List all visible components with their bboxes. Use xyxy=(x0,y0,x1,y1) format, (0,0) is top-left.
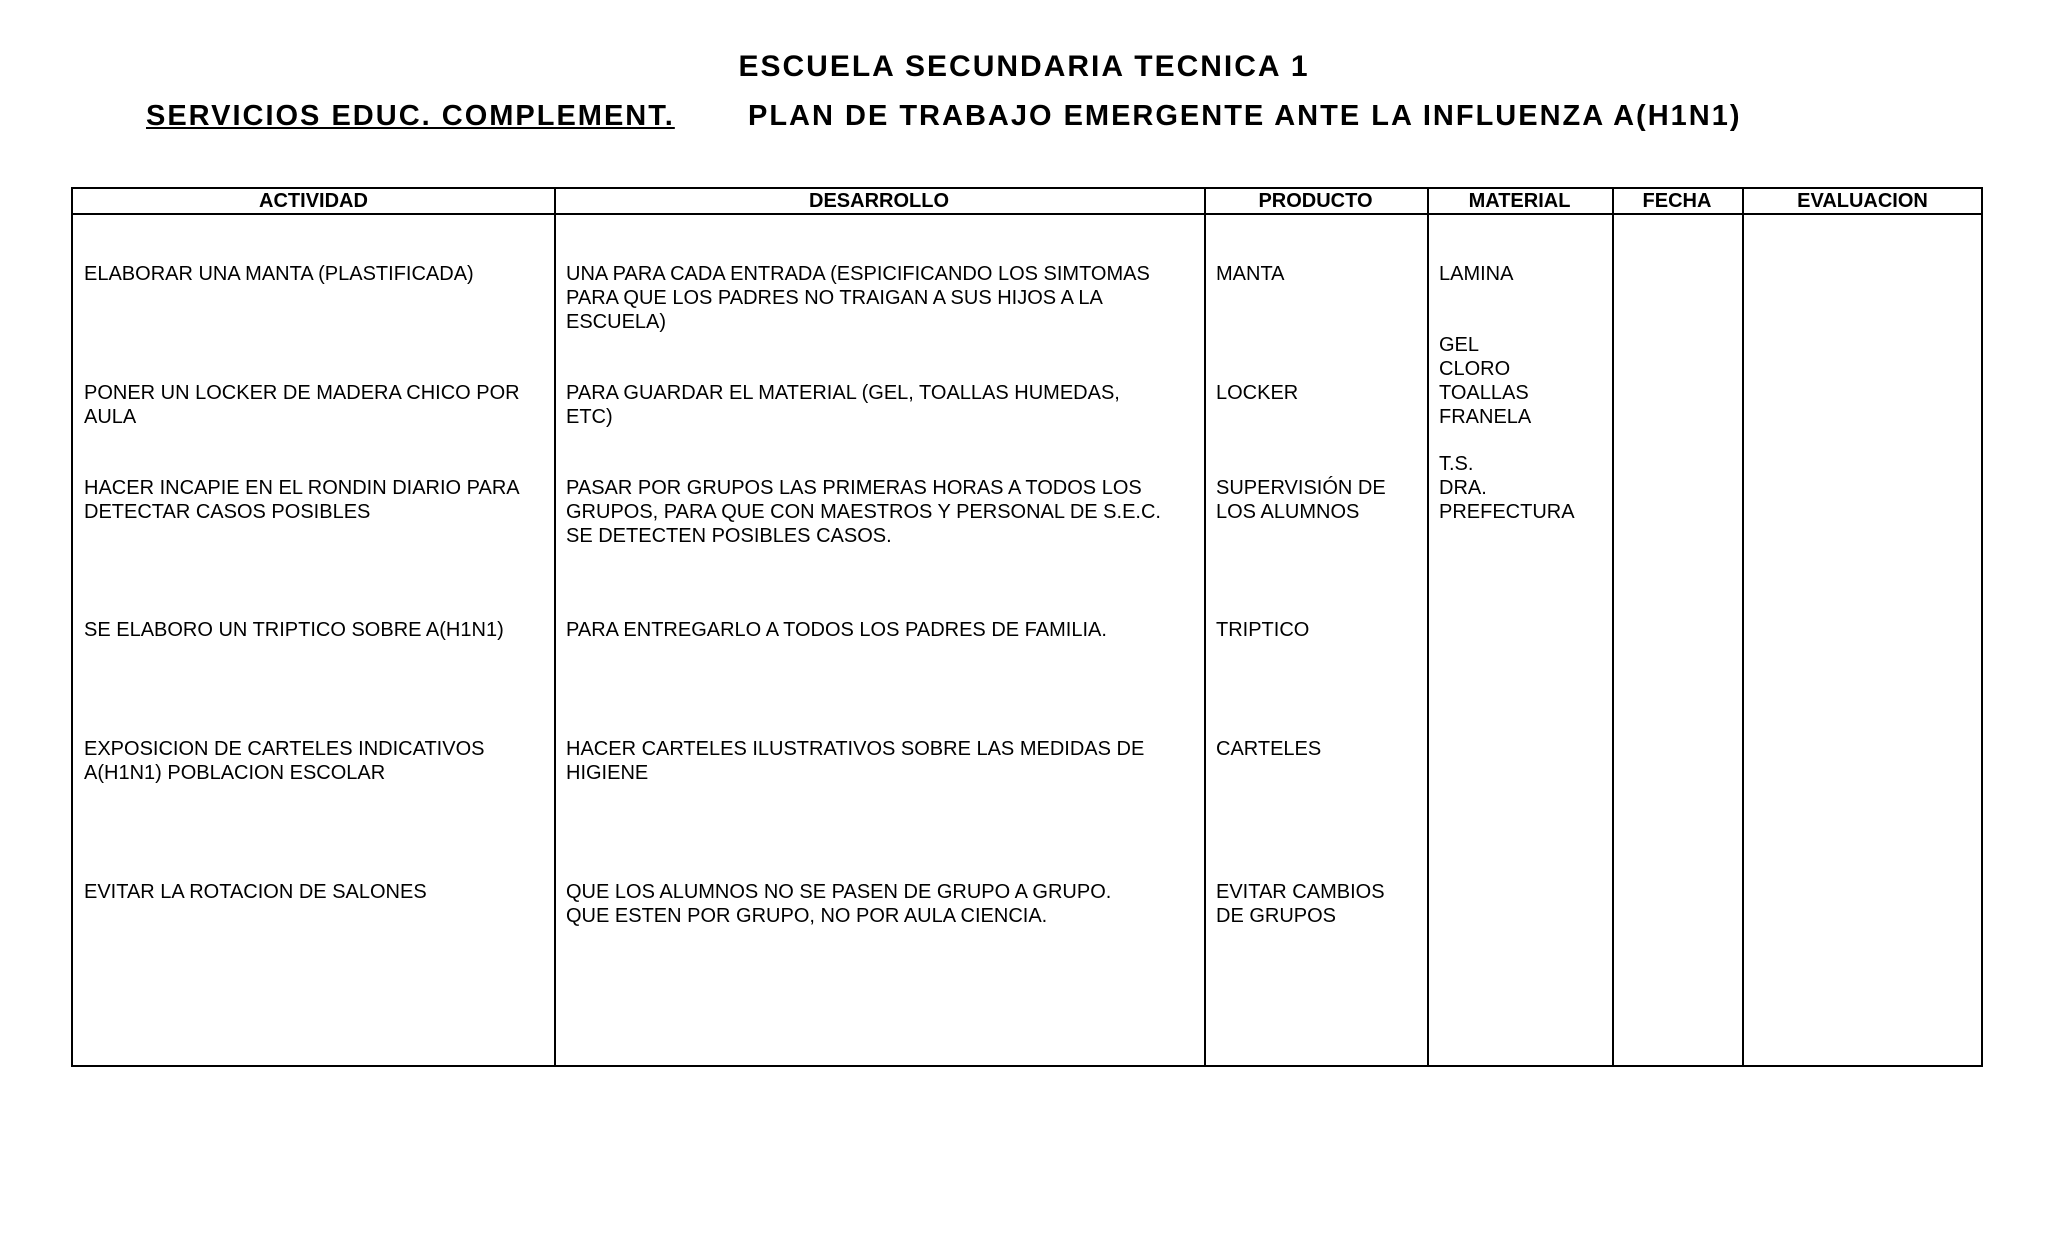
actividad-cell: SE ELABORO UN TRIPTICO SOBRE A(H1N1) xyxy=(84,619,504,641)
desarrollo-cell: PASAR POR GRUPOS LAS PRIMERAS HORAS A TODOS LOS GRUPOS, PARA QUE CON MAESTROS Y PERSONAL DE S.E.C. SE DETECTEN POSIBLES CASOS. xyxy=(566,477,1161,547)
column-divider xyxy=(1204,189,1206,1065)
producto-cell: TRIPTICO xyxy=(1216,619,1310,641)
column-divider xyxy=(554,189,556,1065)
desarrollo-cell: QUE LOS ALUMNOS NO SE PASEN DE GRUPO A GRUPO. QUE ESTEN POR GRUPO, NO POR AULA CIENCIA. xyxy=(566,881,1112,927)
department-subtitle: SERVICIOS EDUC. COMPLEMENT. xyxy=(146,100,675,132)
column-header-desarrollo: DESARROLLO xyxy=(809,190,949,212)
page-title: ESCUELA SECUNDARIA TECNICA 1 xyxy=(738,50,1310,83)
desarrollo-cell: PARA GUARDAR EL MATERIAL (GEL, TOALLAS HUMEDAS, ETC) xyxy=(566,382,1120,428)
column-divider xyxy=(1742,189,1744,1065)
desarrollo-cell: UNA PARA CADA ENTRADA (ESPICIFICANDO LOS SIMTOMAS PARA QUE LOS PADRES NO TRAIGAN A SUS HIJOS A LA ESCUELA) xyxy=(566,263,1150,333)
producto-cell: EVITAR CAMBIOS DE GRUPOS xyxy=(1216,881,1385,927)
column-header-evaluacion: EVALUACION xyxy=(1797,190,1928,212)
desarrollo-cell: HACER CARTELES ILUSTRATIVOS SOBRE LAS MEDIDAS DE HIGIENE xyxy=(566,738,1145,784)
column-divider xyxy=(1612,189,1614,1065)
actividad-cell: EVITAR LA ROTACION DE SALONES xyxy=(84,881,427,903)
column-divider xyxy=(1427,189,1429,1065)
header-divider xyxy=(73,213,1981,215)
column-header-material: MATERIAL xyxy=(1468,190,1571,212)
material-cell: T.S. DRA. PREFECTURA xyxy=(1439,453,1575,523)
producto-cell: LOCKER xyxy=(1216,382,1299,404)
column-header-fecha: FECHA xyxy=(1642,190,1712,212)
column-header-actividad: ACTIVIDAD xyxy=(259,190,368,212)
column-header-producto: PRODUCTO xyxy=(1258,190,1373,212)
producto-cell: SUPERVISIÓN DE LOS ALUMNOS xyxy=(1216,477,1386,523)
actividad-cell: PONER UN LOCKER DE MADERA CHICO POR AULA xyxy=(84,382,520,428)
desarrollo-cell: PARA ENTREGARLO A TODOS LOS PADRES DE FAMILIA. xyxy=(566,619,1107,641)
actividad-cell: ELABORAR UNA MANTA (PLASTIFICADA) xyxy=(84,263,474,285)
plan-subtitle: PLAN DE TRABAJO EMERGENTE ANTE LA INFLUENZA A(H1N1) xyxy=(748,100,1742,132)
material-cell: LAMINA xyxy=(1439,263,1514,285)
producto-cell: MANTA xyxy=(1216,263,1285,285)
material-cell: GEL CLORO TOALLAS FRANELA xyxy=(1439,334,1532,428)
producto-cell: CARTELES xyxy=(1216,738,1322,760)
work-plan-table xyxy=(71,187,1983,1067)
actividad-cell: EXPOSICION DE CARTELES INDICATIVOS A(H1N1) POBLACION ESCOLAR xyxy=(84,738,485,784)
actividad-cell: HACER INCAPIE EN EL RONDIN DIARIO PARA DETECTAR CASOS POSIBLES xyxy=(84,477,520,523)
